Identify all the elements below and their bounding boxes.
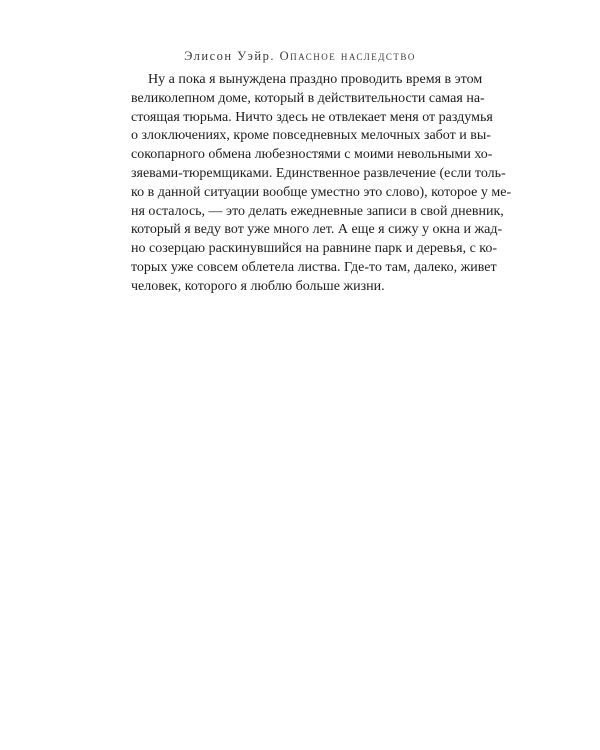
body-paragraph xyxy=(131,71,512,297)
text-line: зяевами-тюремщиками. Единственное развлечение (если толь- xyxy=(131,165,506,181)
text-line: ня осталось, — это делать ежедневные записи в свой дневник, xyxy=(131,203,504,219)
text-line: о злоключениях, кроме повседневных мелочных забот и вы- xyxy=(131,128,491,144)
text-line: ко в данной ситуации вообще уместно это слово), которое у ме- xyxy=(131,184,512,200)
running-header xyxy=(0,49,600,64)
text-line: торых уже совсем облетела листва. Где-то там, далеко, живет xyxy=(131,259,497,275)
text-line: который я веду вот уже много лет. А еще я сижу у окна и жад- xyxy=(131,222,503,238)
text-line: стоящая тюрьма. Ничто здесь не отвлекает меня от раздумья xyxy=(131,109,493,125)
text-line: великолепном доме, который в действительности самая на- xyxy=(131,90,485,106)
text-line: но созерцаю раскинувшийся на равнине парк и деревья, с ко- xyxy=(131,241,498,257)
header-book-title: Опасное наследство xyxy=(279,49,416,63)
text-line: человек, которого я люблю больше жизни. xyxy=(131,278,385,294)
header-author: Элисон Уэйр. xyxy=(184,49,275,63)
text-line: Ну а пока я вынуждена праздно проводить время в этом xyxy=(148,72,483,87)
text-line: сокопарного обмена любезностями с моими невольными хо- xyxy=(131,147,493,163)
